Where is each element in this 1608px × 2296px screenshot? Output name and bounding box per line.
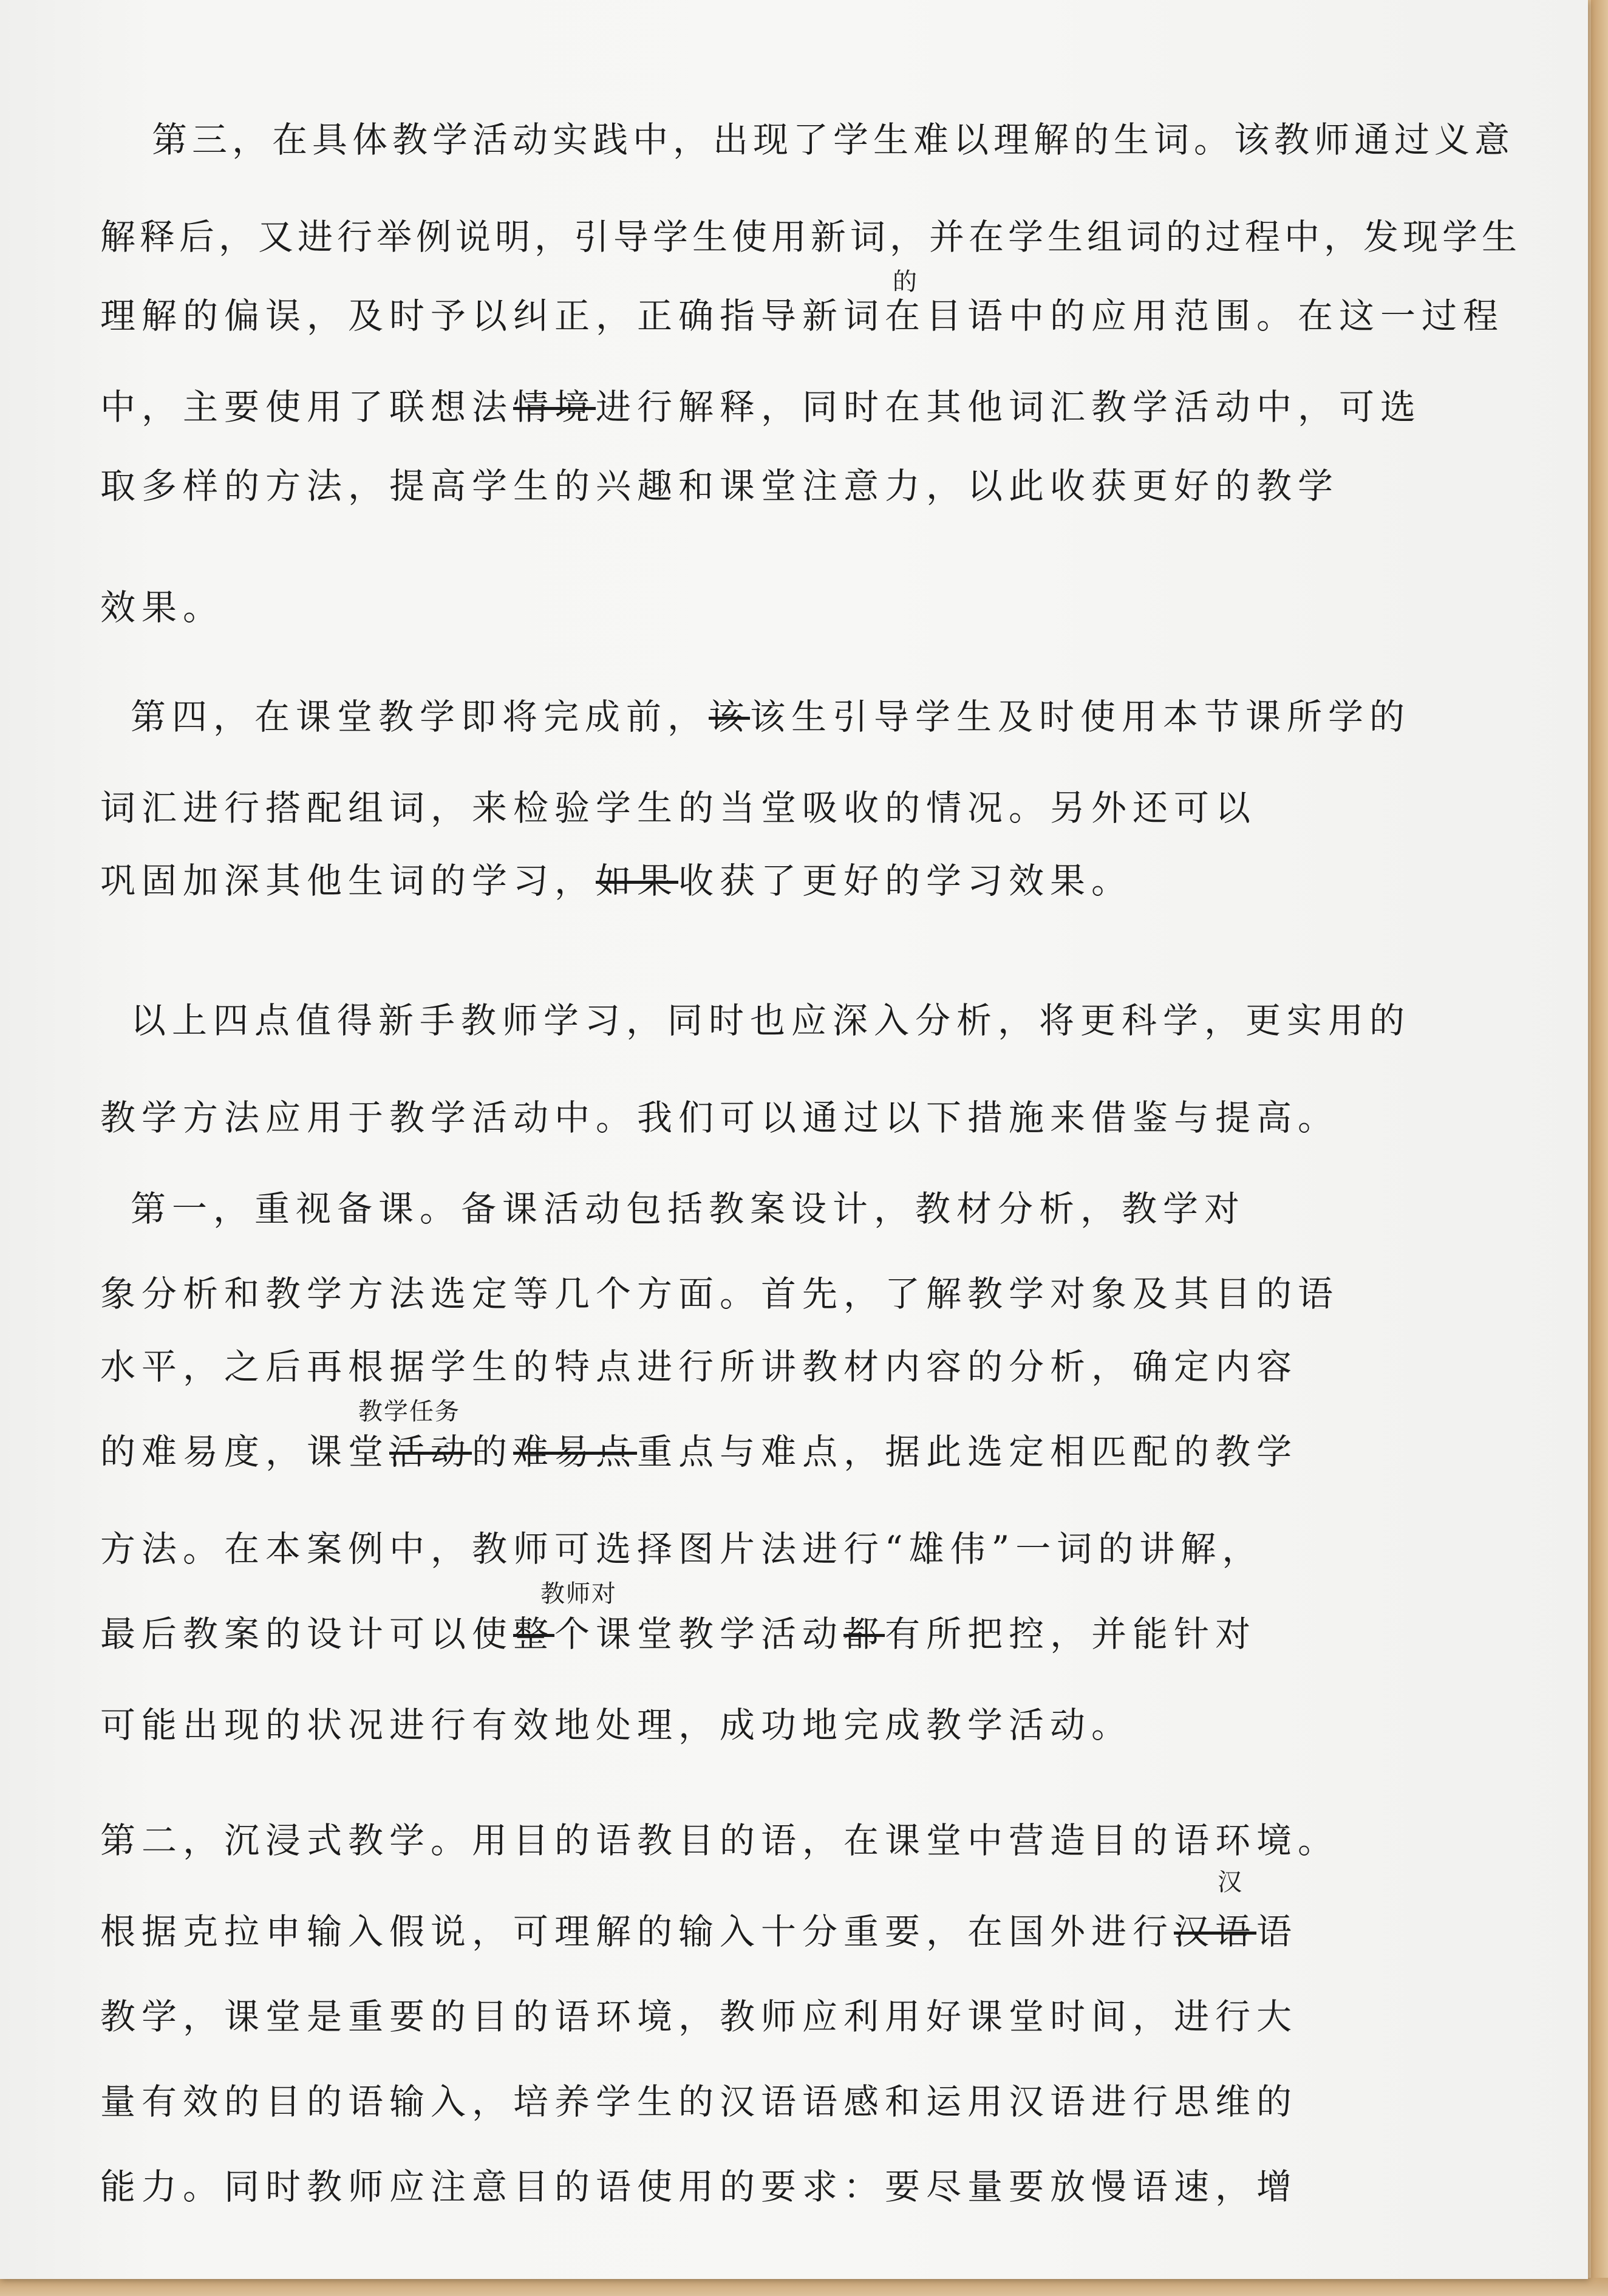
insertion-annotation: 教师对 bbox=[540, 1580, 617, 1608]
text-segment: 的 bbox=[472, 1431, 514, 1472]
struck-text: 活动 bbox=[389, 1431, 472, 1472]
text-line bbox=[100, 1427, 1298, 1476]
struck-text: 该 bbox=[709, 696, 751, 737]
text-line: 方法。在本案例中，教师可选择图片法进行“雄伟”一词的讲解， bbox=[100, 1528, 1264, 1570]
text-line bbox=[100, 383, 1422, 431]
text-segment: 最后教案的设计可以使 bbox=[100, 1613, 514, 1655]
text-line: 象分析和教学方法选定等几个方面。首先，了解教学对象及其目的语 bbox=[100, 1273, 1340, 1314]
struck-text: 都 bbox=[843, 1613, 885, 1655]
struck-text: 如果 bbox=[596, 860, 679, 901]
insertion-annotation: 教学任务 bbox=[358, 1398, 460, 1426]
insertion-annotation: 汉 bbox=[1218, 1868, 1243, 1896]
text-segment: 重点与难点，据此选定相匹配的教学 bbox=[637, 1431, 1298, 1472]
text-line: 第三，在具体教学活动实践中，出现了学生难以理解的生词。该教师通过义意 bbox=[152, 119, 1515, 160]
text-line: 第一，重视备课。备课活动包括教案设计，教材分析，教学对 bbox=[131, 1188, 1246, 1229]
text-segment: 个课堂教学活动 bbox=[554, 1613, 844, 1655]
text-line: 取多样的方法，提高学生的兴趣和课堂注意力，以此收获更好的教学 bbox=[100, 465, 1340, 507]
text-segment: 该生引导学生及时使用本节课所学的 bbox=[750, 696, 1411, 737]
struck-text: 整 bbox=[513, 1613, 555, 1655]
text-line: 能力。同时教师应注意目的语使用的要求：要尽量要放慢语速，增 bbox=[100, 2166, 1298, 2207]
text-segment: 的难易度，课堂 bbox=[100, 1431, 390, 1472]
text-line bbox=[100, 1610, 1256, 1658]
text-segment: 进行解释，同时在其他词汇教学活动中，可选 bbox=[596, 386, 1422, 428]
text-line: 第二，沉浸式教学。用目的语教目的语，在课堂中营造目的语环境。 bbox=[100, 1820, 1340, 1861]
insertion-annotation: 的 bbox=[893, 268, 918, 296]
text-segment: 语 bbox=[1256, 1911, 1298, 1952]
struck-text: 汉语 bbox=[1174, 1911, 1257, 1952]
text-segment: 巩固加深其他生词的学习， bbox=[100, 860, 596, 901]
text-line: 解释后，又进行举例说明，引导学生使用新词，并在学生组词的过程中，发现学生 bbox=[100, 216, 1522, 258]
text-line: 可能出现的状况进行有效地处理，成功地完成教学活动。 bbox=[100, 1704, 1133, 1746]
text-line: 水平，之后再根据学生的特点进行所讲教材内容的分析，确定内容 bbox=[100, 1346, 1298, 1387]
text-segment: 第四，在课堂教学即将完成前， bbox=[131, 696, 709, 737]
text-line: 量有效的目的语输入，培养学生的汉语语感和运用汉语进行思维的 bbox=[100, 2081, 1298, 2122]
text-line bbox=[100, 856, 1133, 905]
text-line: 效果。 bbox=[100, 587, 225, 628]
text-segment: 根据克拉申输入假说，可理解的输入十分重要，在国外进行 bbox=[100, 1911, 1174, 1952]
text-segment: 收获了更好的学习效果。 bbox=[678, 860, 1133, 901]
text-line: 教学，课堂是重要的目的语环境，教师应利用好课堂时间，进行大 bbox=[100, 1996, 1298, 2037]
text-line: 教学方法应用于教学活动中。我们可以通过以下措施来借鉴与提高。 bbox=[100, 1097, 1340, 1138]
text-line bbox=[131, 692, 1411, 741]
text-line: 理解的偏误，及时予以纠正，正确指导新词在目语中的应用范围。在这一过程 bbox=[100, 295, 1505, 337]
text-line: 以上四点值得新手教师学习，同时也应深入分析，将更科学，更实用的 bbox=[131, 1000, 1411, 1041]
wooden-table-edge bbox=[1591, 0, 1608, 2296]
text-line bbox=[100, 1907, 1298, 1956]
text-line: 词汇进行搭配组词，来检验学生的当堂吸收的情况。另外还可以 bbox=[100, 787, 1257, 829]
text-segment: 中，主要使用了联想法 bbox=[100, 386, 514, 428]
struck-text: 难易点 bbox=[513, 1431, 638, 1472]
struck-text: 情境 bbox=[513, 386, 596, 428]
text-segment: 有所把控，并能针对 bbox=[885, 1613, 1257, 1655]
wooden-table-bottom bbox=[0, 2278, 1608, 2296]
